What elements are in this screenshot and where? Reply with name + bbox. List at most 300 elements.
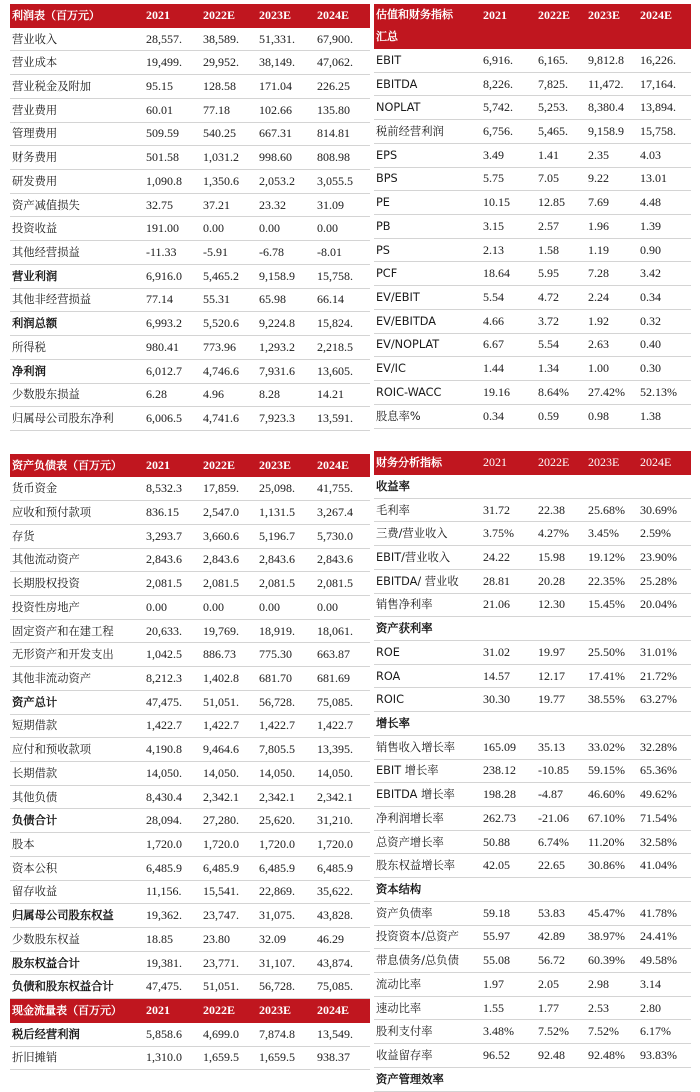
balance-sheet-cell: 2,547.0 [201,501,257,525]
financial-analysis-cell: 30.30 [481,688,536,712]
cash-flow-row-label: 税后经营利润 [10,1022,144,1046]
income-statement-spacer-cell [201,430,257,453]
valuation-cell: 1.19 [586,238,638,262]
income-statement-cell: 191.00 [144,217,201,241]
balance-sheet-cell: 3,660.6 [201,524,257,548]
valuation-cell: 5.95 [536,262,586,286]
balance-sheet-row [10,738,370,762]
financial-analysis-cell: -21.06 [536,807,586,831]
balance-sheet-cell: 75,085. [315,975,370,999]
income-statement-cell: 128.58 [201,75,257,99]
financial-analysis-cell [586,617,638,641]
balance-sheet-row-label: 无形资产和开发支出 [10,643,144,667]
balance-sheet-cell: 11,156. [144,880,201,904]
valuation-spacer-cell [586,428,638,451]
income-statement-cell: -8.01 [315,241,370,265]
financial-analysis-cell: 6.17% [638,1020,691,1044]
cash-flow-cell: 7,874.8 [257,1022,315,1046]
valuation-row-label: BPS [374,167,481,191]
financial-analysis-cell: 46.60% [586,783,638,807]
financial-analysis-cell: 60.39% [586,949,638,973]
balance-sheet-cell: 14,050. [315,762,370,786]
balance-sheet-cell: 56,728. [257,690,315,714]
balance-sheet-row-label: 投资性房地产 [10,595,144,619]
valuation-cell: 6,916. [481,49,536,73]
financial-analysis-cell: 19.12% [586,546,638,570]
income-statement-spacer-cell [10,430,144,453]
balance-sheet-cell: 2,342.1 [201,785,257,809]
balance-sheet-row [10,809,370,833]
valuation-cell: 11,472. [586,72,638,96]
cash-flow-row [10,1022,370,1046]
financial-analysis-row [374,617,691,641]
financial-analysis-cell: 12.30 [536,593,586,617]
financial-analysis-cell: 22.38 [536,498,586,522]
income-statement-cell: 6,993.2 [144,312,201,336]
income-statement-spacer-cell [257,430,315,453]
balance-sheet-cell: 0.00 [201,595,257,619]
financial-analysis-row-label: 三费/营业收入 [374,522,481,546]
balance-sheet-cell: 8,212.3 [144,667,201,691]
valuation-cell: 7,825. [536,72,586,96]
balance-sheet-cell: 1,042.5 [144,643,201,667]
balance-sheet-cell: 1,720.0 [144,833,201,857]
valuation-cell: 2.13 [481,238,536,262]
balance-sheet-year-header: 2023E [257,454,315,477]
balance-sheet-cell: 4,190.8 [144,738,201,762]
income-statement-cell: 509.59 [144,122,201,146]
income-statement-cell: 9,158.9 [257,264,315,288]
income-statement-row-label: 管理费用 [10,122,144,146]
balance-sheet-cell: 18,919. [257,619,315,643]
balance-sheet-row [10,975,370,999]
income-statement-row-label: 其他非经营损益 [10,288,144,312]
financial-analysis-cell: 2.59% [638,522,691,546]
financial-analysis-cell: 71.54% [638,807,691,831]
right-financial-table [374,4,691,1092]
cash-flow-row [10,1046,370,1070]
income-statement-cell: 47,062. [315,51,370,75]
balance-sheet-row [10,477,370,501]
balance-sheet-row-label: 长期股权投资 [10,572,144,596]
financial-analysis-cell: 31.01% [638,640,691,664]
cash-flow-cell: 4,699.0 [201,1022,257,1046]
income-statement-cell: 667.31 [257,122,315,146]
income-statement-spacer-row [10,430,370,453]
income-statement-row [10,122,370,146]
financial-analysis-cell [586,474,638,498]
financial-analysis-cell: 25.50% [586,640,638,664]
financial-analysis-cell: 25.68% [586,498,638,522]
balance-sheet-cell: 27,280. [201,809,257,833]
financial-analysis-cell: 59.18 [481,901,536,925]
income-statement-cell: 2,053.2 [257,170,315,194]
valuation-year-header: 2023E [586,4,638,49]
valuation-cell: 8,380.4 [586,96,638,120]
income-statement-cell: 540.25 [201,122,257,146]
income-statement-cell: 5,465.2 [201,264,257,288]
valuation-row-label: 税前经营利润 [374,120,481,144]
income-statement-cell: 0.00 [257,217,315,241]
income-statement-cell: 95.15 [144,75,201,99]
balance-sheet-cell: 15,541. [201,880,257,904]
income-statement-cell: 171.04 [257,75,315,99]
financial-analysis-cell: 30.86% [586,854,638,878]
balance-sheet-cell: 28,094. [144,809,201,833]
income-statement-cell: 998.60 [257,146,315,170]
financial-analysis-cell: 15.98 [536,546,586,570]
balance-sheet-cell: 2,843.6 [257,548,315,572]
income-statement-cell: 4,746.6 [201,359,257,383]
income-statement-row [10,383,370,407]
financial-analysis-row-label: ROIC [374,688,481,712]
income-statement-row [10,288,370,312]
financial-analysis-cell: -4.87 [536,783,586,807]
balance-sheet-cell: 681.69 [315,667,370,691]
valuation-row [374,309,691,333]
balance-sheet-row-label: 其他负债 [10,785,144,809]
balance-sheet-year-header: 2024E [315,454,370,477]
valuation-row [374,143,691,167]
valuation-row-label: EV/NOPLAT [374,333,481,357]
income-statement-row-label: 营业成本 [10,51,144,75]
valuation-cell: 1.39 [638,215,691,239]
balance-sheet-cell: 31,075. [257,904,315,928]
balance-sheet-cell: 23.80 [201,928,257,952]
income-statement-header-row [10,4,370,27]
balance-sheet-row-label: 其他流动资产 [10,548,144,572]
financial-analysis-cell: 198.28 [481,783,536,807]
valuation-row [374,120,691,144]
valuation-cell: 1.44 [481,357,536,381]
valuation-row [374,49,691,73]
income-statement-cell: 1,350.6 [201,170,257,194]
financial-analysis-cell [586,712,638,736]
financial-analysis-row [374,973,691,997]
balance-sheet-row-label: 应付和预收款项 [10,738,144,762]
financial-analysis-cell: 23.90% [638,546,691,570]
financial-analysis-row-label: 股利支付率 [374,1020,481,1044]
balance-sheet-year-header: 2021 [144,454,201,477]
financial-analysis-cell: 92.48 [536,1044,586,1068]
income-statement-spacer-cell [144,430,201,453]
valuation-cell: 0.90 [638,238,691,262]
left-financial-table [10,4,370,1070]
balance-sheet-cell: 1,720.0 [201,833,257,857]
balance-sheet-row [10,951,370,975]
cash-flow-cell: 5,858.6 [144,1022,201,1046]
income-statement-cell: 226.25 [315,75,370,99]
balance-sheet-cell: 2,081.5 [144,572,201,596]
financial-analysis-row [374,688,691,712]
balance-sheet-cell: 47,475. [144,975,201,999]
valuation-cell: 1.92 [586,309,638,333]
balance-sheet-cell: 2,843.6 [201,548,257,572]
income-statement-cell: -11.33 [144,241,201,265]
financial-analysis-row-label: 收益留存率 [374,1044,481,1068]
income-statement-row-label: 研发费用 [10,170,144,194]
cash-flow-cell: 1,659.5 [201,1046,257,1070]
valuation-row-label: PE [374,191,481,215]
valuation-title-line-1: 估值和财务指标 [376,8,453,21]
income-statement-row-label: 所得税 [10,336,144,360]
income-statement-cell: 0.00 [315,217,370,241]
valuation-cell: 9.22 [586,167,638,191]
income-statement-cell: 38,149. [257,51,315,75]
financial-analysis-row-label: 净利润增长率 [374,807,481,831]
balance-sheet-row [10,667,370,691]
balance-sheet-cell: 13,395. [315,738,370,762]
balance-sheet-row-label: 少数股东权益 [10,928,144,952]
financial-analysis-row [374,925,691,949]
financial-analysis-row-label: 带息债务/总负债 [374,949,481,973]
income-statement-spacer-cell [315,430,370,453]
financial-analysis-cell: 19.97 [536,640,586,664]
valuation-row [374,167,691,191]
valuation-cell: 3.15 [481,215,536,239]
valuation-row [374,191,691,215]
balance-sheet-cell: 7,805.5 [257,738,315,762]
valuation-cell: 13.01 [638,167,691,191]
income-statement-cell: 5,520.6 [201,312,257,336]
balance-sheet-row [10,856,370,880]
valuation-row-label: EBIT [374,49,481,73]
financial-analysis-cell: 59.15% [586,759,638,783]
valuation-cell: 15,758. [638,120,691,144]
financial-analysis-cell: 20.04% [638,593,691,617]
balance-sheet-cell: 8,532.3 [144,477,201,501]
valuation-row-label: PS [374,238,481,262]
financial-analysis-cell: 17.41% [586,664,638,688]
balance-sheet-row [10,714,370,738]
valuation-row [374,215,691,239]
cash-flow-title: 现金流量表（百万元） [10,999,144,1023]
income-statement-cell: 6,012.7 [144,359,201,383]
financial-analysis-row [374,546,691,570]
income-statement-row-label: 营业税金及附加 [10,75,144,99]
balance-sheet-cell: 8,430.4 [144,785,201,809]
valuation-cell: 12.85 [536,191,586,215]
income-statement-cell: 102.66 [257,98,315,122]
balance-sheet-cell: 775.30 [257,643,315,667]
balance-sheet-cell: 1,422.7 [257,714,315,738]
financial-analysis-cell: 55.97 [481,925,536,949]
balance-sheet-cell: 25,098. [257,477,315,501]
income-statement-row-label: 资产减值损失 [10,193,144,217]
financial-analysis-cell: 7.52% [586,1020,638,1044]
financial-analysis-row-label: 投资资本/总资产 [374,925,481,949]
financial-analysis-row-label: EBIT 增长率 [374,759,481,783]
balance-sheet-row-label: 短期借款 [10,714,144,738]
financial-analysis-cell: 20.28 [536,569,586,593]
income-statement-cell: 38,589. [201,27,257,51]
financial-analysis-row [374,996,691,1020]
cash-flow-year-header: 2023E [257,999,315,1023]
balance-sheet-cell: 5,730.0 [315,524,370,548]
cash-flow-cell: 1,659.5 [257,1046,315,1070]
balance-sheet-cell: 25,620. [257,809,315,833]
valuation-row-label: ROIC-WACC [374,381,481,405]
financial-analysis-row-label: 销售净利率 [374,593,481,617]
valuation-row [374,286,691,310]
valuation-cell: 7.28 [586,262,638,286]
valuation-cell: 5,253. [536,96,586,120]
valuation-cell: 2.35 [586,143,638,167]
valuation-year-header: 2022E [536,4,586,49]
financial-analysis-row-label: EBITDA/ 营业收 [374,569,481,593]
financial-analysis-row-label: 资产获利率 [374,617,481,641]
balance-sheet-row-label: 固定资产和在建工程 [10,619,144,643]
financial-analysis-year-header: 2022E [536,451,586,474]
financial-analysis-row-label: 资产负债率 [374,901,481,925]
valuation-cell: 10.15 [481,191,536,215]
income-statement-cell: 773.96 [201,336,257,360]
financial-analysis-cell: 21.06 [481,593,536,617]
financial-analysis-cell: 22.65 [536,854,586,878]
balance-sheet-cell: 43,874. [315,951,370,975]
valuation-row [374,357,691,381]
balance-sheet-row-label: 资产总计 [10,690,144,714]
financial-analysis-cell: 67.10% [586,807,638,831]
balance-sheet-cell: 18,061. [315,619,370,643]
income-statement-row [10,312,370,336]
balance-sheet-row [10,785,370,809]
income-statement-row [10,98,370,122]
financial-analysis-cell: 21.72% [638,664,691,688]
valuation-cell: 27.42% [586,381,638,405]
balance-sheet-cell: 9,464.6 [201,738,257,762]
income-statement-cell: 28,557. [144,27,201,51]
income-statement-row [10,359,370,383]
valuation-cell: 2.57 [536,215,586,239]
valuation-cell: 19.16 [481,381,536,405]
valuation-row-label: NOPLAT [374,96,481,120]
financial-analysis-cell: 6.74% [536,830,586,854]
balance-sheet-cell: 31,210. [315,809,370,833]
balance-sheet-cell: 56,728. [257,975,315,999]
valuation-spacer-cell [374,428,481,451]
income-statement-cell: 77.14 [144,288,201,312]
financial-analysis-row [374,901,691,925]
financial-analysis-cell: 3.75% [481,522,536,546]
balance-sheet-row-label: 负债和股东权益合计 [10,975,144,999]
valuation-cell: 3.49 [481,143,536,167]
financial-analysis-cell: 2.53 [586,996,638,1020]
financial-analysis-cell: 45.47% [586,901,638,925]
balance-sheet-cell: 2,342.1 [257,785,315,809]
income-statement-cell: 1,293.2 [257,336,315,360]
financial-analysis-cell [586,1067,638,1091]
cash-flow-cell: 1,310.0 [144,1046,201,1070]
financial-analysis-cell: 3.45% [586,522,638,546]
financial-analysis-row [374,1067,691,1091]
income-statement-row [10,170,370,194]
valuation-cell: 1.00 [586,357,638,381]
income-statement-cell: 1,090.8 [144,170,201,194]
income-statement-cell: 31.09 [315,193,370,217]
balance-sheet-cell: 14,050. [144,762,201,786]
financial-analysis-row-label: ROA [374,664,481,688]
financial-analysis-cell: 65.36% [638,759,691,783]
income-statement-cell: -6.78 [257,241,315,265]
valuation-row [374,381,691,405]
valuation-row-label: PB [374,215,481,239]
valuation-row-label: 股息率% [374,404,481,428]
balance-sheet-row [10,595,370,619]
income-statement-cell: 32.75 [144,193,201,217]
balance-sheet-cell: 5,196.7 [257,524,315,548]
valuation-row [374,333,691,357]
income-statement-cell: 808.98 [315,146,370,170]
balance-sheet-cell: 0.00 [144,595,201,619]
financial-analysis-row [374,830,691,854]
balance-sheet-row [10,833,370,857]
valuation-cell: 5.54 [536,333,586,357]
valuation-row-label: EV/IC [374,357,481,381]
balance-sheet-cell: 1,422.7 [144,714,201,738]
balance-sheet-cell: 51,051. [201,975,257,999]
balance-sheet-cell: 886.73 [201,643,257,667]
financial-analysis-cell [481,474,536,498]
income-statement-row [10,193,370,217]
income-statement-row-label: 投资收益 [10,217,144,241]
valuation-row [374,262,691,286]
valuation-cell: 2.24 [586,286,638,310]
income-statement-row [10,336,370,360]
income-statement-row [10,241,370,265]
financial-analysis-cell: 262.73 [481,807,536,831]
financial-analysis-cell: 11.20% [586,830,638,854]
income-statement-year-header: 2023E [257,4,315,27]
valuation-cell: 5.75 [481,167,536,191]
income-statement-row-label: 少数股东损益 [10,383,144,407]
valuation-row [374,72,691,96]
balance-sheet-cell: 22,869. [257,880,315,904]
balance-sheet-row-label: 股东权益合计 [10,951,144,975]
income-statement-cell: 65.98 [257,288,315,312]
balance-sheet-cell: 43,828. [315,904,370,928]
balance-sheet-cell: 2,081.5 [257,572,315,596]
financial-analysis-cell: 1.97 [481,973,536,997]
balance-sheet-cell: 23,771. [201,951,257,975]
income-statement-cell: 19,499. [144,51,201,75]
income-statement-row-label: 营业费用 [10,98,144,122]
financial-analysis-row [374,783,691,807]
financial-analysis-row-label: 股东权益增长率 [374,854,481,878]
balance-sheet-row-label: 货币资金 [10,477,144,501]
valuation-cell: 1.34 [536,357,586,381]
financial-analysis-row [374,474,691,498]
income-statement-row [10,264,370,288]
financial-analysis-row [374,1020,691,1044]
financial-analysis-cell [481,878,536,902]
balance-sheet-row-label: 长期借款 [10,762,144,786]
valuation-cell: 3.72 [536,309,586,333]
financial-analysis-row [374,640,691,664]
financial-analysis-row-label: 资产管理效率 [374,1067,481,1091]
financial-analysis-row [374,664,691,688]
valuation-cell: 5.54 [481,286,536,310]
income-statement-year-header: 2021 [144,4,201,27]
valuation-cell: 16,226. [638,49,691,73]
valuation-spacer-cell [536,428,586,451]
balance-sheet-cell: 681.70 [257,667,315,691]
valuation-cell: 0.30 [638,357,691,381]
valuation-title [374,4,481,49]
balance-sheet-cell: 14,050. [201,762,257,786]
financial-analysis-cell: 41.78% [638,901,691,925]
valuation-cell: 1.41 [536,143,586,167]
